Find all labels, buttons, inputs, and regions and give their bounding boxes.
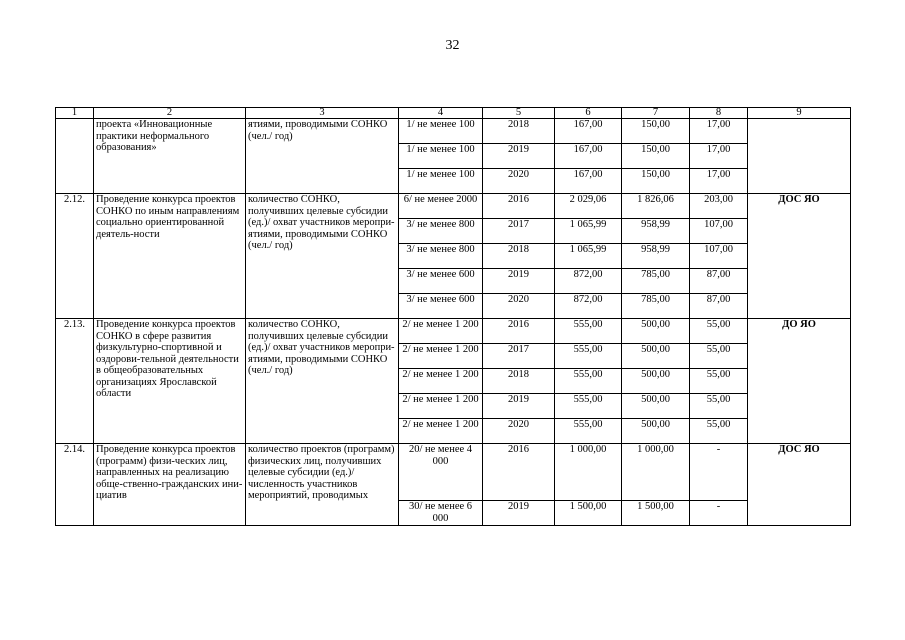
indicator-value: 2/ не менее 1 200 bbox=[399, 419, 483, 444]
indicator-value: 2/ не менее 1 200 bbox=[399, 344, 483, 369]
regional-budget-amount: 785,00 bbox=[622, 269, 690, 294]
year-cell: 2016 bbox=[483, 444, 555, 501]
table-row bbox=[56, 119, 851, 144]
year-cell: 2016 bbox=[483, 319, 555, 344]
activity-name: Проведение конкурса проектов СОНКО по иным направлениям социально ориентированной деятель-ности bbox=[94, 194, 246, 319]
year-cell: 2018 bbox=[483, 244, 555, 269]
column-number: 1 bbox=[56, 108, 94, 119]
column-number: 7 bbox=[622, 108, 690, 119]
indicator-value: 20/ не менее 4 000 bbox=[399, 444, 483, 501]
other-source-amount: 107,00 bbox=[690, 219, 748, 244]
regional-budget-amount: 500,00 bbox=[622, 419, 690, 444]
total-amount: 555,00 bbox=[555, 419, 622, 444]
regional-budget-amount: 958,99 bbox=[622, 244, 690, 269]
other-source-amount: 55,00 bbox=[690, 344, 748, 369]
total-amount: 555,00 bbox=[555, 394, 622, 419]
column-number: 8 bbox=[690, 108, 748, 119]
total-amount: 167,00 bbox=[555, 144, 622, 169]
indicator-value: 2/ не менее 1 200 bbox=[399, 394, 483, 419]
indicator-value: 3/ не менее 600 bbox=[399, 269, 483, 294]
year-cell: 2019 bbox=[483, 394, 555, 419]
regional-budget-amount: 958,99 bbox=[622, 219, 690, 244]
indicator-value: 2/ не менее 1 200 bbox=[399, 319, 483, 344]
item-number: 2.14. bbox=[56, 444, 94, 526]
column-number: 6 bbox=[555, 108, 622, 119]
year-cell: 2018 bbox=[483, 119, 555, 144]
total-amount: 872,00 bbox=[555, 294, 622, 319]
regional-budget-amount: 150,00 bbox=[622, 119, 690, 144]
other-source-amount: 17,00 bbox=[690, 169, 748, 194]
indicator-value: 6/ не менее 2000 bbox=[399, 194, 483, 219]
regional-budget-amount: 1 826,06 bbox=[622, 194, 690, 219]
responsible-org: ДОС ЯО bbox=[748, 194, 851, 319]
regional-budget-amount: 150,00 bbox=[622, 169, 690, 194]
indicator-text: количество СОНКО, получивших целевые субсидии (ед.)/ охват участников меропри-ятиями, проводимыми СОНКО (чел./ год) bbox=[246, 194, 399, 319]
regional-budget-amount: 785,00 bbox=[622, 294, 690, 319]
total-amount: 555,00 bbox=[555, 369, 622, 394]
regional-budget-amount: 1 000,00 bbox=[622, 444, 690, 501]
total-amount: 1 065,99 bbox=[555, 219, 622, 244]
regional-budget-amount: 1 500,00 bbox=[622, 501, 690, 526]
other-source-amount: 87,00 bbox=[690, 269, 748, 294]
year-cell: 2019 bbox=[483, 144, 555, 169]
other-source-amount: 55,00 bbox=[690, 419, 748, 444]
other-source-amount: - bbox=[690, 444, 748, 501]
year-cell: 2020 bbox=[483, 169, 555, 194]
year-cell: 2020 bbox=[483, 419, 555, 444]
total-amount: 1 500,00 bbox=[555, 501, 622, 526]
total-amount: 2 029,06 bbox=[555, 194, 622, 219]
indicator-text: ятиями, проводимыми СОНКО (чел./ год) bbox=[246, 119, 399, 194]
table-row bbox=[56, 319, 851, 344]
page-number: 32 bbox=[445, 38, 460, 53]
year-cell: 2018 bbox=[483, 369, 555, 394]
column-number: 4 bbox=[399, 108, 483, 119]
year-cell: 2017 bbox=[483, 219, 555, 244]
item-number: 2.13. bbox=[56, 319, 94, 444]
other-source-amount: 17,00 bbox=[690, 144, 748, 169]
regional-budget-amount: 500,00 bbox=[622, 369, 690, 394]
program-table bbox=[55, 107, 851, 526]
year-cell: 2019 bbox=[483, 501, 555, 526]
indicator-value: 1/ не менее 100 bbox=[399, 119, 483, 144]
responsible-org: ДОС ЯО bbox=[748, 444, 851, 526]
other-source-amount: 203,00 bbox=[690, 194, 748, 219]
total-amount: 872,00 bbox=[555, 269, 622, 294]
indicator-value: 3/ не менее 600 bbox=[399, 294, 483, 319]
column-number: 9 bbox=[748, 108, 851, 119]
total-amount: 167,00 bbox=[555, 119, 622, 144]
other-source-amount: 87,00 bbox=[690, 294, 748, 319]
responsible-org bbox=[748, 119, 851, 194]
total-amount: 555,00 bbox=[555, 319, 622, 344]
item-number bbox=[56, 119, 94, 194]
table-row bbox=[56, 444, 851, 501]
regional-budget-amount: 500,00 bbox=[622, 394, 690, 419]
indicator-value: 1/ не менее 100 bbox=[399, 144, 483, 169]
item-number: 2.12. bbox=[56, 194, 94, 319]
indicator-value: 3/ не менее 800 bbox=[399, 244, 483, 269]
indicator-value: 2/ не менее 1 200 bbox=[399, 369, 483, 394]
column-number: 2 bbox=[94, 108, 246, 119]
indicator-text: количество проектов (программ) физических лиц, получивших целевые субсидии (ед.)/ численность участников мероприятий, проводимых bbox=[246, 444, 399, 526]
total-amount: 1 000,00 bbox=[555, 444, 622, 501]
total-amount: 1 065,99 bbox=[555, 244, 622, 269]
other-source-amount: - bbox=[690, 501, 748, 526]
other-source-amount: 55,00 bbox=[690, 319, 748, 344]
regional-budget-amount: 500,00 bbox=[622, 319, 690, 344]
other-source-amount: 17,00 bbox=[690, 119, 748, 144]
column-number: 3 bbox=[246, 108, 399, 119]
year-cell: 2017 bbox=[483, 344, 555, 369]
other-source-amount: 55,00 bbox=[690, 394, 748, 419]
regional-budget-amount: 150,00 bbox=[622, 144, 690, 169]
column-number-row bbox=[56, 108, 851, 119]
responsible-org: ДО ЯО bbox=[748, 319, 851, 444]
other-source-amount: 55,00 bbox=[690, 369, 748, 394]
activity-name: Проведение конкурса проектов (программ) физи-ческих лиц, направленных на реализацию обще-ственно-гражданских ини-циатив bbox=[94, 444, 246, 526]
year-cell: 2020 bbox=[483, 294, 555, 319]
regional-budget-amount: 500,00 bbox=[622, 344, 690, 369]
column-number: 5 bbox=[483, 108, 555, 119]
activity-name: проекта «Инновационные практики неформального образования» bbox=[94, 119, 246, 194]
total-amount: 167,00 bbox=[555, 169, 622, 194]
indicator-value: 3/ не менее 800 bbox=[399, 219, 483, 244]
total-amount: 555,00 bbox=[555, 344, 622, 369]
activity-name: Проведение конкурса проектов СОНКО в сфере развития физкультурно-спортивной и оздорови-тельной деятельности в общеобразовательных организациях Ярославской области bbox=[94, 319, 246, 444]
year-cell: 2019 bbox=[483, 269, 555, 294]
year-cell: 2016 bbox=[483, 194, 555, 219]
table-row bbox=[56, 194, 851, 219]
indicator-text: количество СОНКО, получивших целевые субсидии (ед.)/ охват участников меропри-ятиями, проводимыми СОНКО (чел./ год) bbox=[246, 319, 399, 444]
other-source-amount: 107,00 bbox=[690, 244, 748, 269]
indicator-value: 1/ не менее 100 bbox=[399, 169, 483, 194]
indicator-value: 30/ не менее 6 000 bbox=[399, 501, 483, 526]
